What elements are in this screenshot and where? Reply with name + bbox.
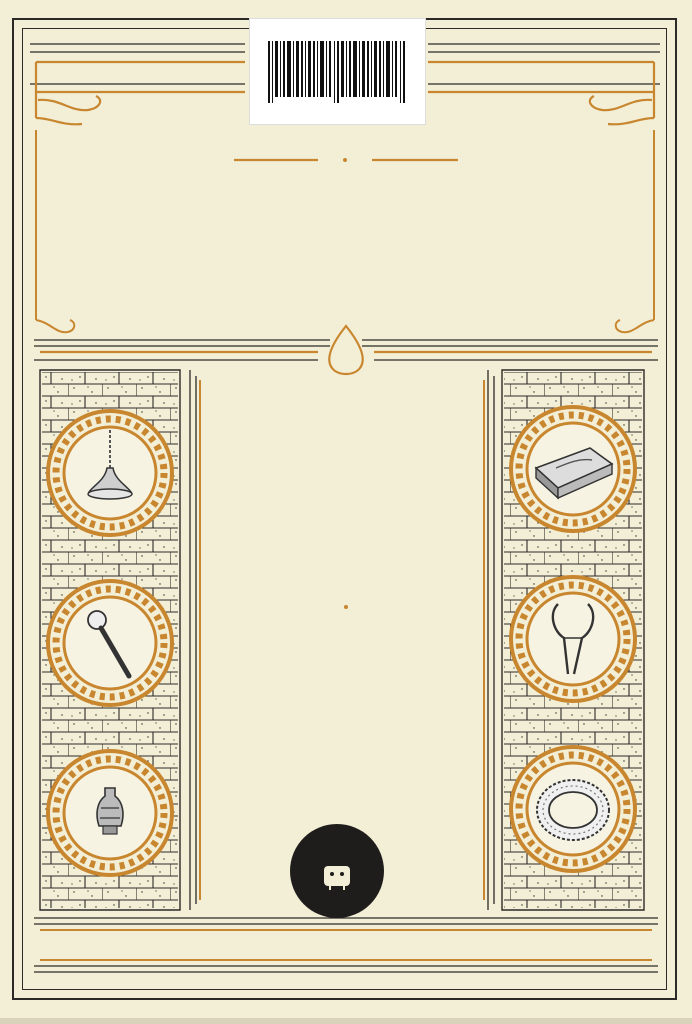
credits-line xyxy=(0,945,692,961)
credits-separator xyxy=(340,945,352,960)
isbn-barcode xyxy=(249,18,426,125)
bath-plug-icon xyxy=(45,408,175,538)
paragraph-dot xyxy=(339,600,353,614)
synopsis-column xyxy=(198,394,494,428)
publisher-logo xyxy=(288,822,386,920)
medallion-scissors xyxy=(508,574,638,704)
doorknob-icon xyxy=(45,748,175,878)
medallion-lace-ring xyxy=(508,744,638,874)
medallion-tap-handle xyxy=(45,578,175,708)
medallion-bath-plug xyxy=(45,408,175,538)
medallion-matchbox xyxy=(508,404,638,534)
lace-ring-icon xyxy=(508,744,638,874)
matchbox-icon xyxy=(508,404,638,534)
scissors-icon xyxy=(508,574,638,704)
barcode-bars xyxy=(268,41,408,103)
medallion-doorknob xyxy=(45,748,175,878)
tap-handle-icon xyxy=(45,578,175,708)
